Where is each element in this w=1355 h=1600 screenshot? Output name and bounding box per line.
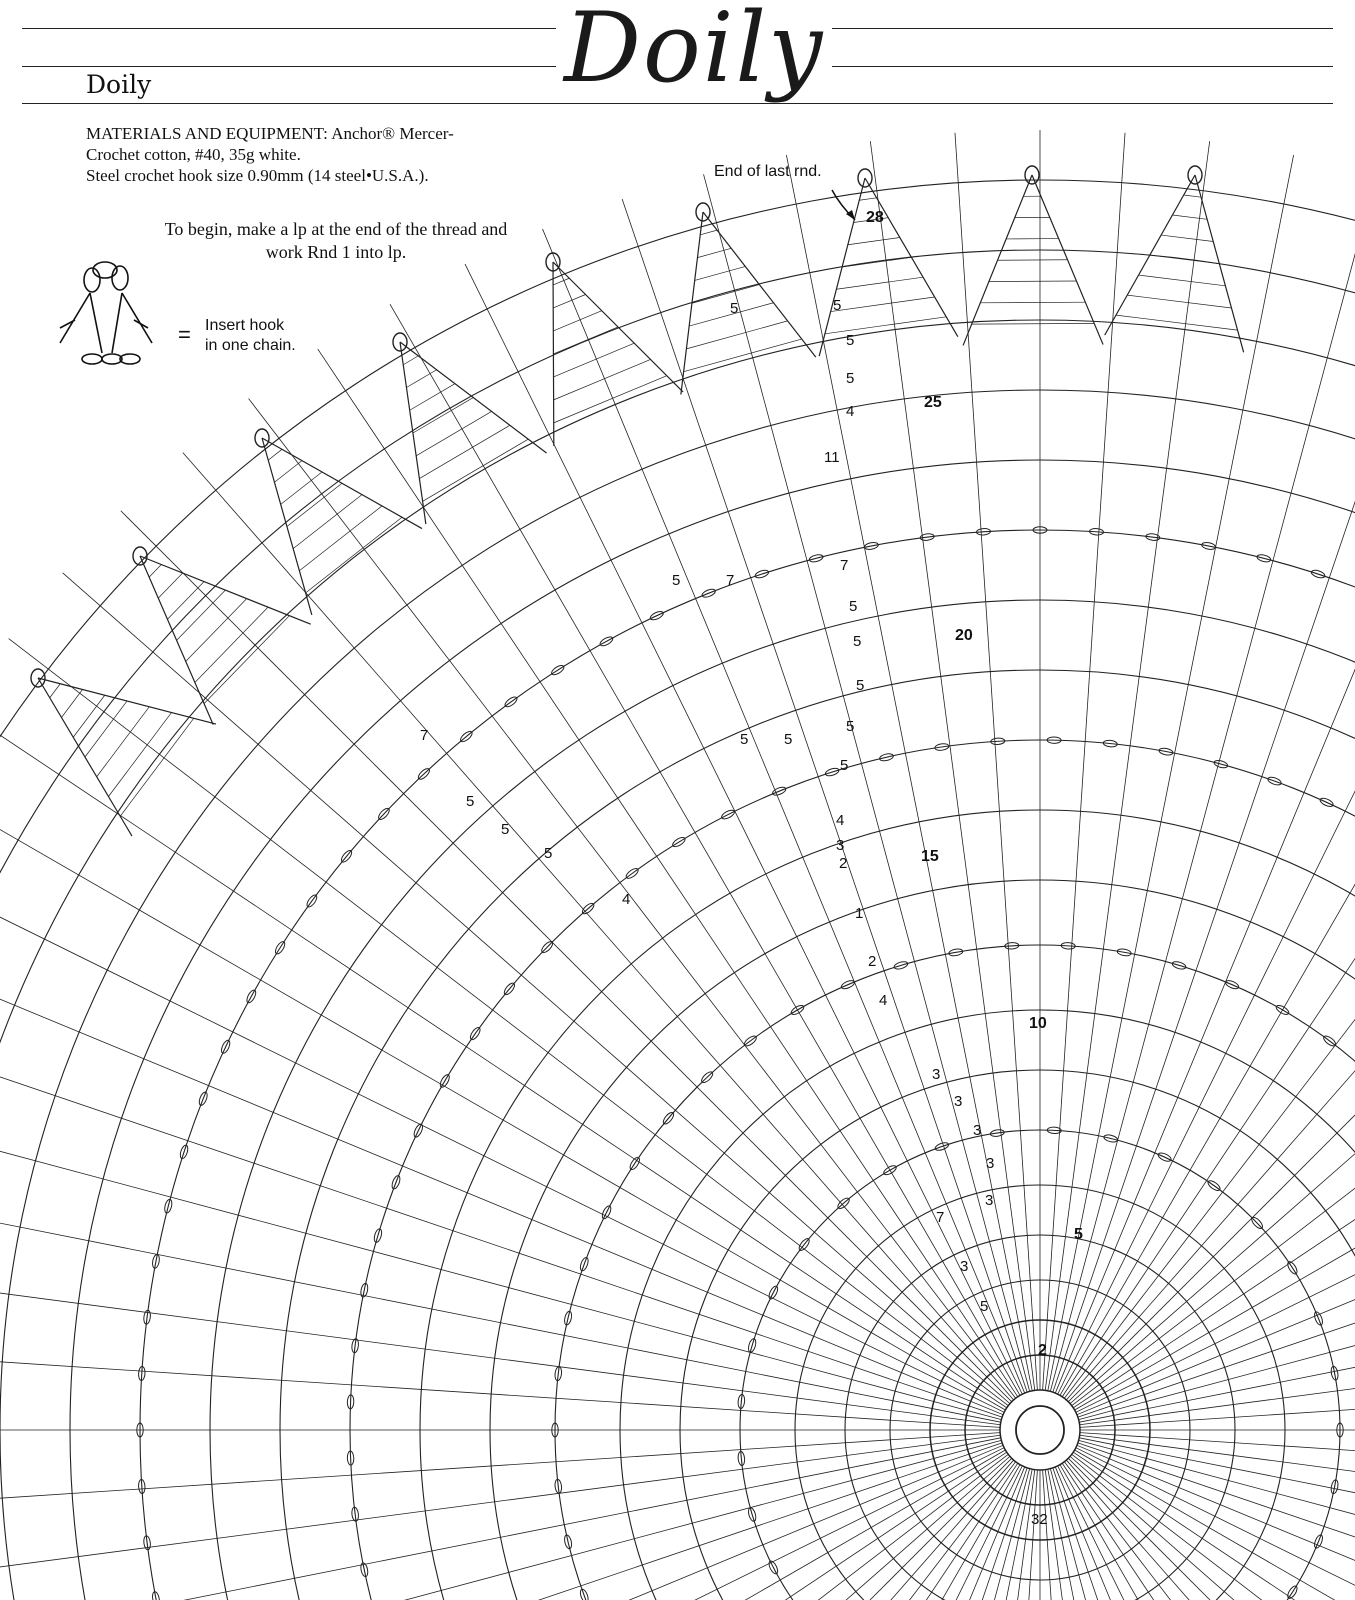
count-label: 5 — [466, 793, 475, 810]
count-label: 4 — [879, 992, 888, 1009]
count-label: 4 — [836, 812, 845, 829]
count-label: 4 — [846, 403, 855, 420]
instructions-line-2: work Rnd 1 into lp. — [265, 242, 407, 262]
instructions-line-1: To begin, make a lp at the end of the thread and — [164, 219, 508, 239]
count-label: 5 — [846, 370, 855, 387]
materials-line-1: MATERIALS AND EQUIPMENT: Anchor® Mercer- — [86, 124, 454, 143]
materials-line-2: Crochet cotton, #40, 35g white. — [86, 145, 301, 164]
count-label: 5 — [833, 297, 842, 314]
count-label: 2 — [839, 855, 848, 872]
round-label: 20 — [955, 627, 973, 644]
count-label: 5 — [846, 718, 855, 735]
end-of-last-round-label: End of last rnd. — [714, 163, 822, 180]
count-label: 4 — [622, 891, 631, 908]
count-label: 3 — [960, 1258, 969, 1275]
round-label: 15 — [921, 848, 939, 865]
count-label: 5 — [980, 1298, 989, 1315]
count-label: 7 — [726, 572, 735, 589]
legend-line-2: in one chain. — [205, 337, 296, 354]
round-label: 28 — [866, 209, 884, 226]
legend-line-1: Insert hook — [205, 317, 285, 334]
count-label: 11 — [824, 449, 840, 466]
count-label: 5 — [846, 332, 855, 349]
round-label: 10 — [1029, 1015, 1047, 1032]
count-label: 1 — [855, 905, 864, 922]
count-label: 2 — [868, 953, 877, 970]
round-label: 32 — [1031, 1511, 1048, 1528]
chart-stitches — [0, 130, 1355, 1600]
count-label: 3 — [985, 1192, 994, 1209]
count-label: 7 — [420, 727, 429, 744]
count-label: 5 — [544, 845, 553, 862]
count-label: 5 — [840, 757, 849, 774]
round-label: 2 — [1038, 1342, 1047, 1359]
legend-equals: = — [178, 322, 191, 347]
round-label: 25 — [924, 394, 942, 411]
count-label: 3 — [954, 1093, 963, 1110]
count-label: 7 — [936, 1209, 945, 1226]
count-label: 3 — [973, 1122, 982, 1139]
count-label: 5 — [672, 572, 681, 589]
count-label: 3 — [836, 837, 845, 854]
count-label: 5 — [730, 300, 739, 317]
count-label: 5 — [856, 677, 865, 694]
count-label: 5 — [849, 598, 858, 615]
count-label: 3 — [986, 1155, 995, 1172]
section-title: Doily — [86, 70, 152, 99]
count-label: 3 — [932, 1066, 941, 1083]
count-label: 7 — [840, 557, 849, 574]
round-label: 5 — [1074, 1226, 1083, 1243]
count-label: 5 — [740, 731, 749, 748]
script-title: Doily — [556, 0, 832, 96]
materials-line-3: Steel crochet hook size 0.90mm (14 steel•U.S.A.). — [86, 166, 429, 185]
count-label: 5 — [501, 821, 510, 838]
count-label: 5 — [853, 633, 862, 650]
count-label: 5 — [784, 731, 793, 748]
